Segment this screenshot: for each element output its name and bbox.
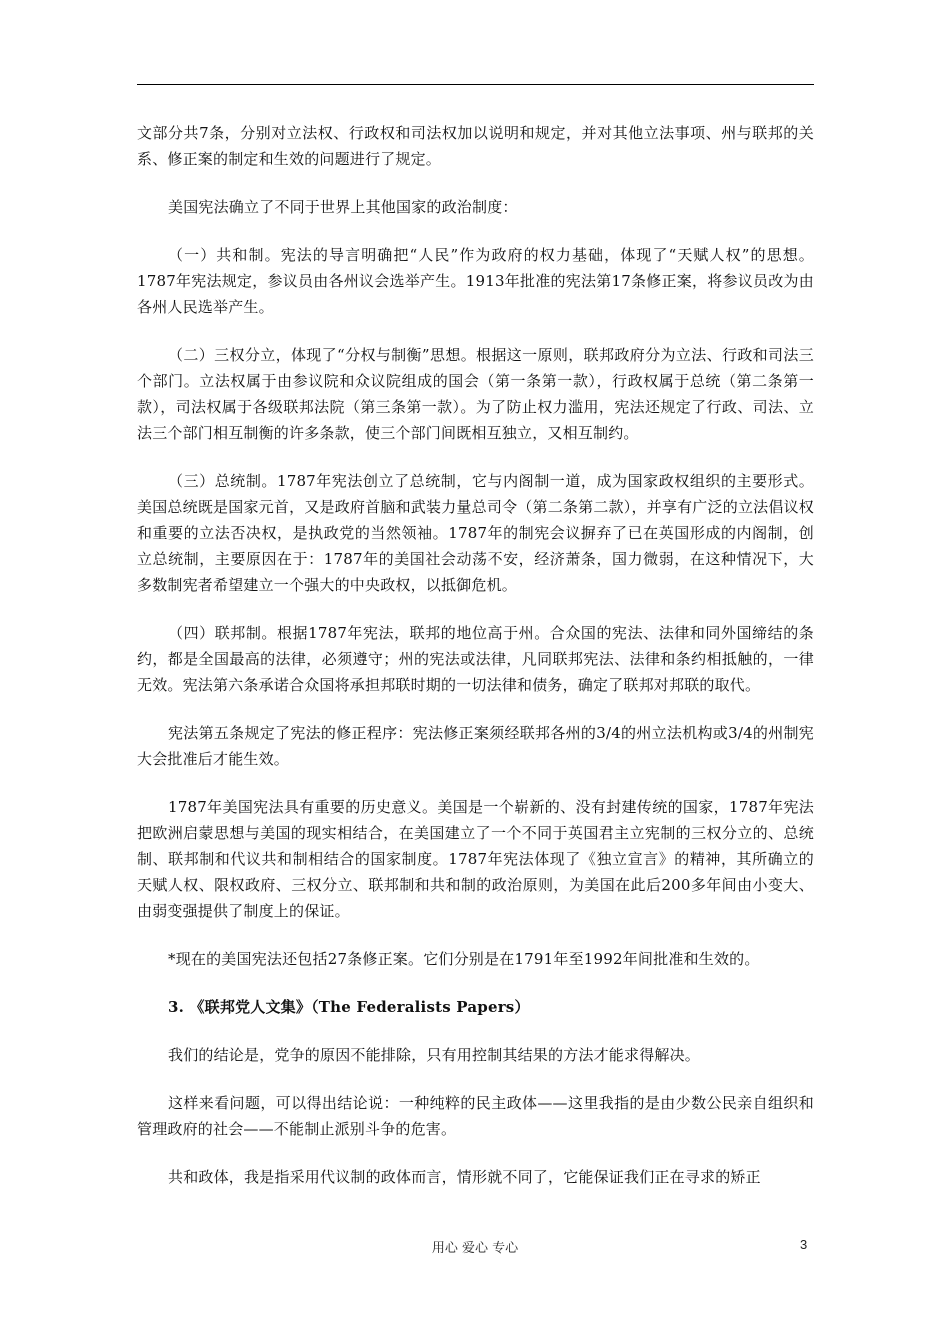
paragraph-continuation: 文部分共7条，分别对立法权、行政权和司法权加以说明和规定，并对其他立法事项、州与联邦的关系、修正案的制定和生效的问题进行了规定。 [137,124,814,168]
paragraph-republic-representation: 共和政体，我是指采用代议制的政体而言，情形就不同了，它能保证我们正在寻求的矫正 [168,1168,761,1186]
paragraph-pure-democracy: 这样来看问题，可以得出结论说：一种纯粹的民主政体——这里我指的是由少数公民亲自组织和管理政府的社会——不能制止派别斗争的危害。 [137,1094,814,1138]
paragraph-historical-significance: 1787年美国宪法具有重要的历史意义。美国是一个崭新的、没有封建传统的国家，1787年宪法把欧洲启蒙思想与美国的现实相结合，在美国建立了一个不同于英国君主立宪制的三权分立的、总统制、联邦制和代议共和制相结合的国家制度。1787年宪法体现了《独立宣言》的精神，其所确立的天赋人权、限权政府、三权分立、联邦制和共和制的政治原则，为美国在此后200多年间由小变大、由弱变强提供了制度上的保证。 [137,798,814,920]
paragraph-amendment-procedure: 宪法第五条规定了宪法的修正程序：宪法修正案须经联邦各州的3/4的州立法机构或3/4的州制宪大会批准后才能生效。 [137,724,814,768]
paragraph-presidential-system: （三）总统制。1787年宪法创立了总统制，它与内阁制一道，成为国家政权组织的主要形式。美国总统既是国家元首，又是政府首脑和武装力量总司令（第二条第二款），并享有广泛的立法倡议权和重要的立法否决权，是执政党的当然领袖。1787年的制宪会议摒弃了已在英国形成的内阁制，创立总统制，主要原因在于：1787年的美国社会动荡不安，经济萧条，国力微弱，在这种情况下，大多数制宪者希望建立一个强大的中央政权，以抵御危机。 [137,472,814,594]
paragraph-republic: （一）共和制。宪法的导言明确把“人民”作为政府的权力基础，体现了“天赋人权”的思想。1787年宪法规定，参议员由各州议会选举产生。1913年批准的宪法第17条修正案，将参议员改为由各州人民选举产生。 [137,246,814,316]
paragraph-political-system-intro: 美国宪法确立了不同于世界上其他国家的政治制度： [168,198,518,216]
paragraph-separation-of-powers: （二）三权分立，体现了“分权与制衡”思想。根据这一原则，联邦政府分为立法、行政和司法三个部门。立法权属于由参议院和众议院组成的国会（第一条第一款），行政权属于总统（第二条第一款），司法权属于各级联邦法院（第三条第一款）。为了防止权力滥用，宪法还规定了行政、司法、立法三个部门相互制衡的许多条款，使三个部门间既相互独立，又相互制约。 [137,346,814,442]
page-number: 3 [800,1237,808,1252]
paragraph-faction-conclusion: 我们的结论是，党争的原因不能排除，只有用控制其结果的方法才能求得解决。 [168,1046,701,1064]
paragraph-federalism: （四）联邦制。根据1787年宪法，联邦的地位高于州。合众国的宪法、法律和同外国缔结的条约，都是全国最高的法律，必须遵守；州的宪法或法律，凡同联邦宪法、法律和条约相抵触的，一律无效。宪法第六条承诺合众国将承担邦联时期的一切法律和债务，确定了联邦对邦联的取代。 [137,624,814,694]
document-body [137,120,814,1212]
footer-motto: 用心 爱心 专心 [431,1241,519,1256]
section-heading-federalist-papers: 3. 《联邦党人文集》（The Federalists Papers） [168,998,530,1016]
header-rule [137,84,814,85]
paragraph-amendments-note: *现在的美国宪法还包括27条修正案。它们分别是在1791年至1992年间批准和生效的。 [168,950,760,968]
